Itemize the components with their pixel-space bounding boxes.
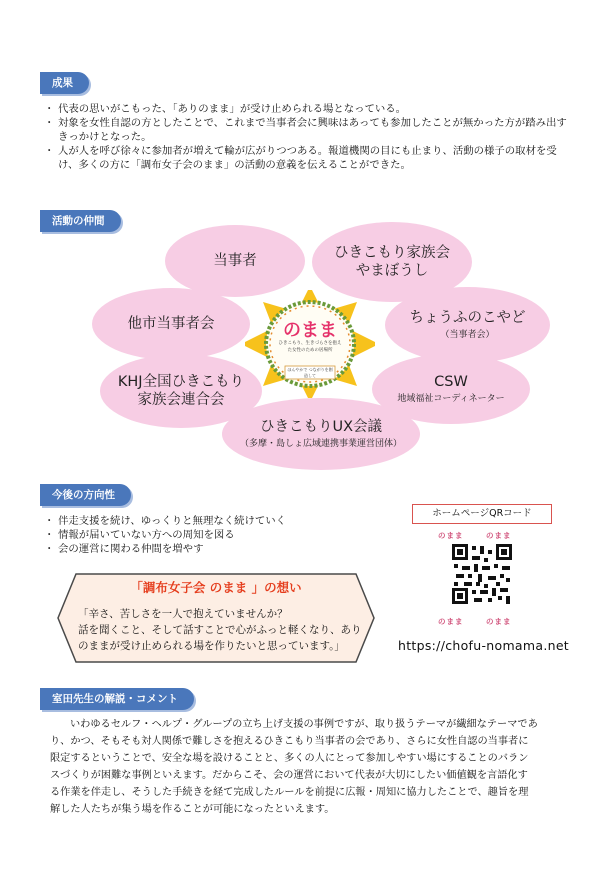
petal-label: ひきこもりUX会議 [259, 419, 383, 435]
results-list [46, 102, 576, 172]
logo-title: のまま [283, 320, 337, 341]
comment-line: 解した人たちが集う場を作ることが可能になったといえます。 [50, 804, 335, 815]
petal-label: 他市当事者会 [127, 316, 215, 332]
petal-tojisha [165, 225, 305, 297]
comment-body [50, 716, 590, 818]
results-heading: 成果 [52, 77, 73, 89]
future-item: ・ 情報が届いていない方への周知を図る [46, 528, 366, 542]
section-tab-future [40, 484, 131, 506]
logo-tagline: ほんやかで つながりを創造して [287, 367, 333, 378]
logo-subtitle: ひきこもり、生きづらさを抱えた女性のための居場所 [278, 341, 342, 353]
petal-chofu-koyado [385, 287, 550, 363]
comment-line: る作業を伴走し、そうした手続きを経て完成したルールを前提に広報・周知に協力したことで、趣旨を理 [50, 787, 529, 798]
qr-ring-text: のまま [486, 617, 512, 626]
nomama-logo [245, 290, 375, 398]
thought-box [56, 572, 376, 664]
future-item: ・ 会の運営に関わる仲間を増やす [46, 542, 366, 556]
section-tab-partners [40, 210, 121, 232]
comment-line: いわゆるセルフ・ヘルプ・グループの立ち上げ支援の事例ですが、取り扱うテーマが繊細なテーマであ [70, 719, 538, 730]
qr-ring-text: のまま [486, 531, 512, 540]
thought-title: 「調布女子会 のまま 」の想い [130, 580, 302, 595]
comment-heading: 室田先生の解説・コメント [52, 693, 178, 705]
future-list [46, 514, 366, 556]
petal-sublabel: 地域福祉コーディネーター [397, 394, 505, 404]
petal-label: ちょうふのこやど [409, 310, 526, 326]
partners-heading: 活動の仲間 [52, 215, 105, 227]
future-heading: 今後の方向性 [52, 489, 115, 501]
qr-code-icon [452, 544, 512, 604]
thought-body [78, 606, 368, 654]
petal-label: 当事者 [213, 253, 257, 269]
petal-label: CSW [434, 374, 468, 390]
future-item: ・ 伴走支援を続け、ゆっくりと無理なく続けていく [46, 514, 366, 528]
comment-line: スづくりが困難な事例といえます。だからこそ、会の運営において代表が大切にしたい価値観を言語化す [50, 770, 528, 781]
homepage-url[interactable]: https://chofu-nomama.net [398, 638, 570, 653]
results-item: ・ 対象を女性自認の方としたことで、これまで当事者会に興味はあっても参加したことが無かった方が踏み出すきっかけとなった。 [46, 116, 576, 144]
petal-tashi [92, 288, 250, 360]
thought-line: のままが受け止められる場を作りたいと思っています。」 [78, 640, 345, 652]
results-item: ・ 人が人を呼び徐々に参加者が増えて輪が広がりつつある。報道機関の目にも止まり、活動の様子の取材を受け、多くの方に「調布女子会のまま」の活動の意義を伝えることができた。 [46, 144, 576, 172]
section-tab-results [40, 72, 89, 94]
comment-line: り、かつ、そもそも対人関係で難しさを抱えるひきこもり当事者の会であり、さらに女性自認の当事者に [50, 736, 529, 747]
qr-ring-text: のまま [438, 617, 464, 626]
results-item: ・ 代表の思いがこもった、「ありのまま」が受け止められる場となっている。 [46, 102, 576, 116]
petal-label: ひきこもり家族会やまぼうし [334, 245, 450, 279]
petal-sublabel: （多摩・島しょ広域連携事業運営団体） [239, 439, 402, 449]
qr-label: ホームページQRコード [412, 504, 552, 524]
petal-khj [100, 354, 262, 428]
section-tab-comment [40, 688, 194, 710]
qr-block [432, 530, 532, 626]
petal-sublabel: （当事者会） [440, 330, 495, 340]
qr-ring-text: のまま [438, 531, 464, 540]
thought-line: 「辛さ、苦しさを一人で抱えていませんか？ [78, 608, 288, 620]
comment-line: 限定するということで、安全な場を設けることと、多くの人にとって参加しやすい場にすることのバラン [50, 753, 529, 764]
thought-line: 話を聞くこと、そして話すことで心がふっと軽くなり、あり [78, 624, 362, 636]
petal-label: KHJ全国ひきこもり家族会連合会 [117, 374, 245, 408]
